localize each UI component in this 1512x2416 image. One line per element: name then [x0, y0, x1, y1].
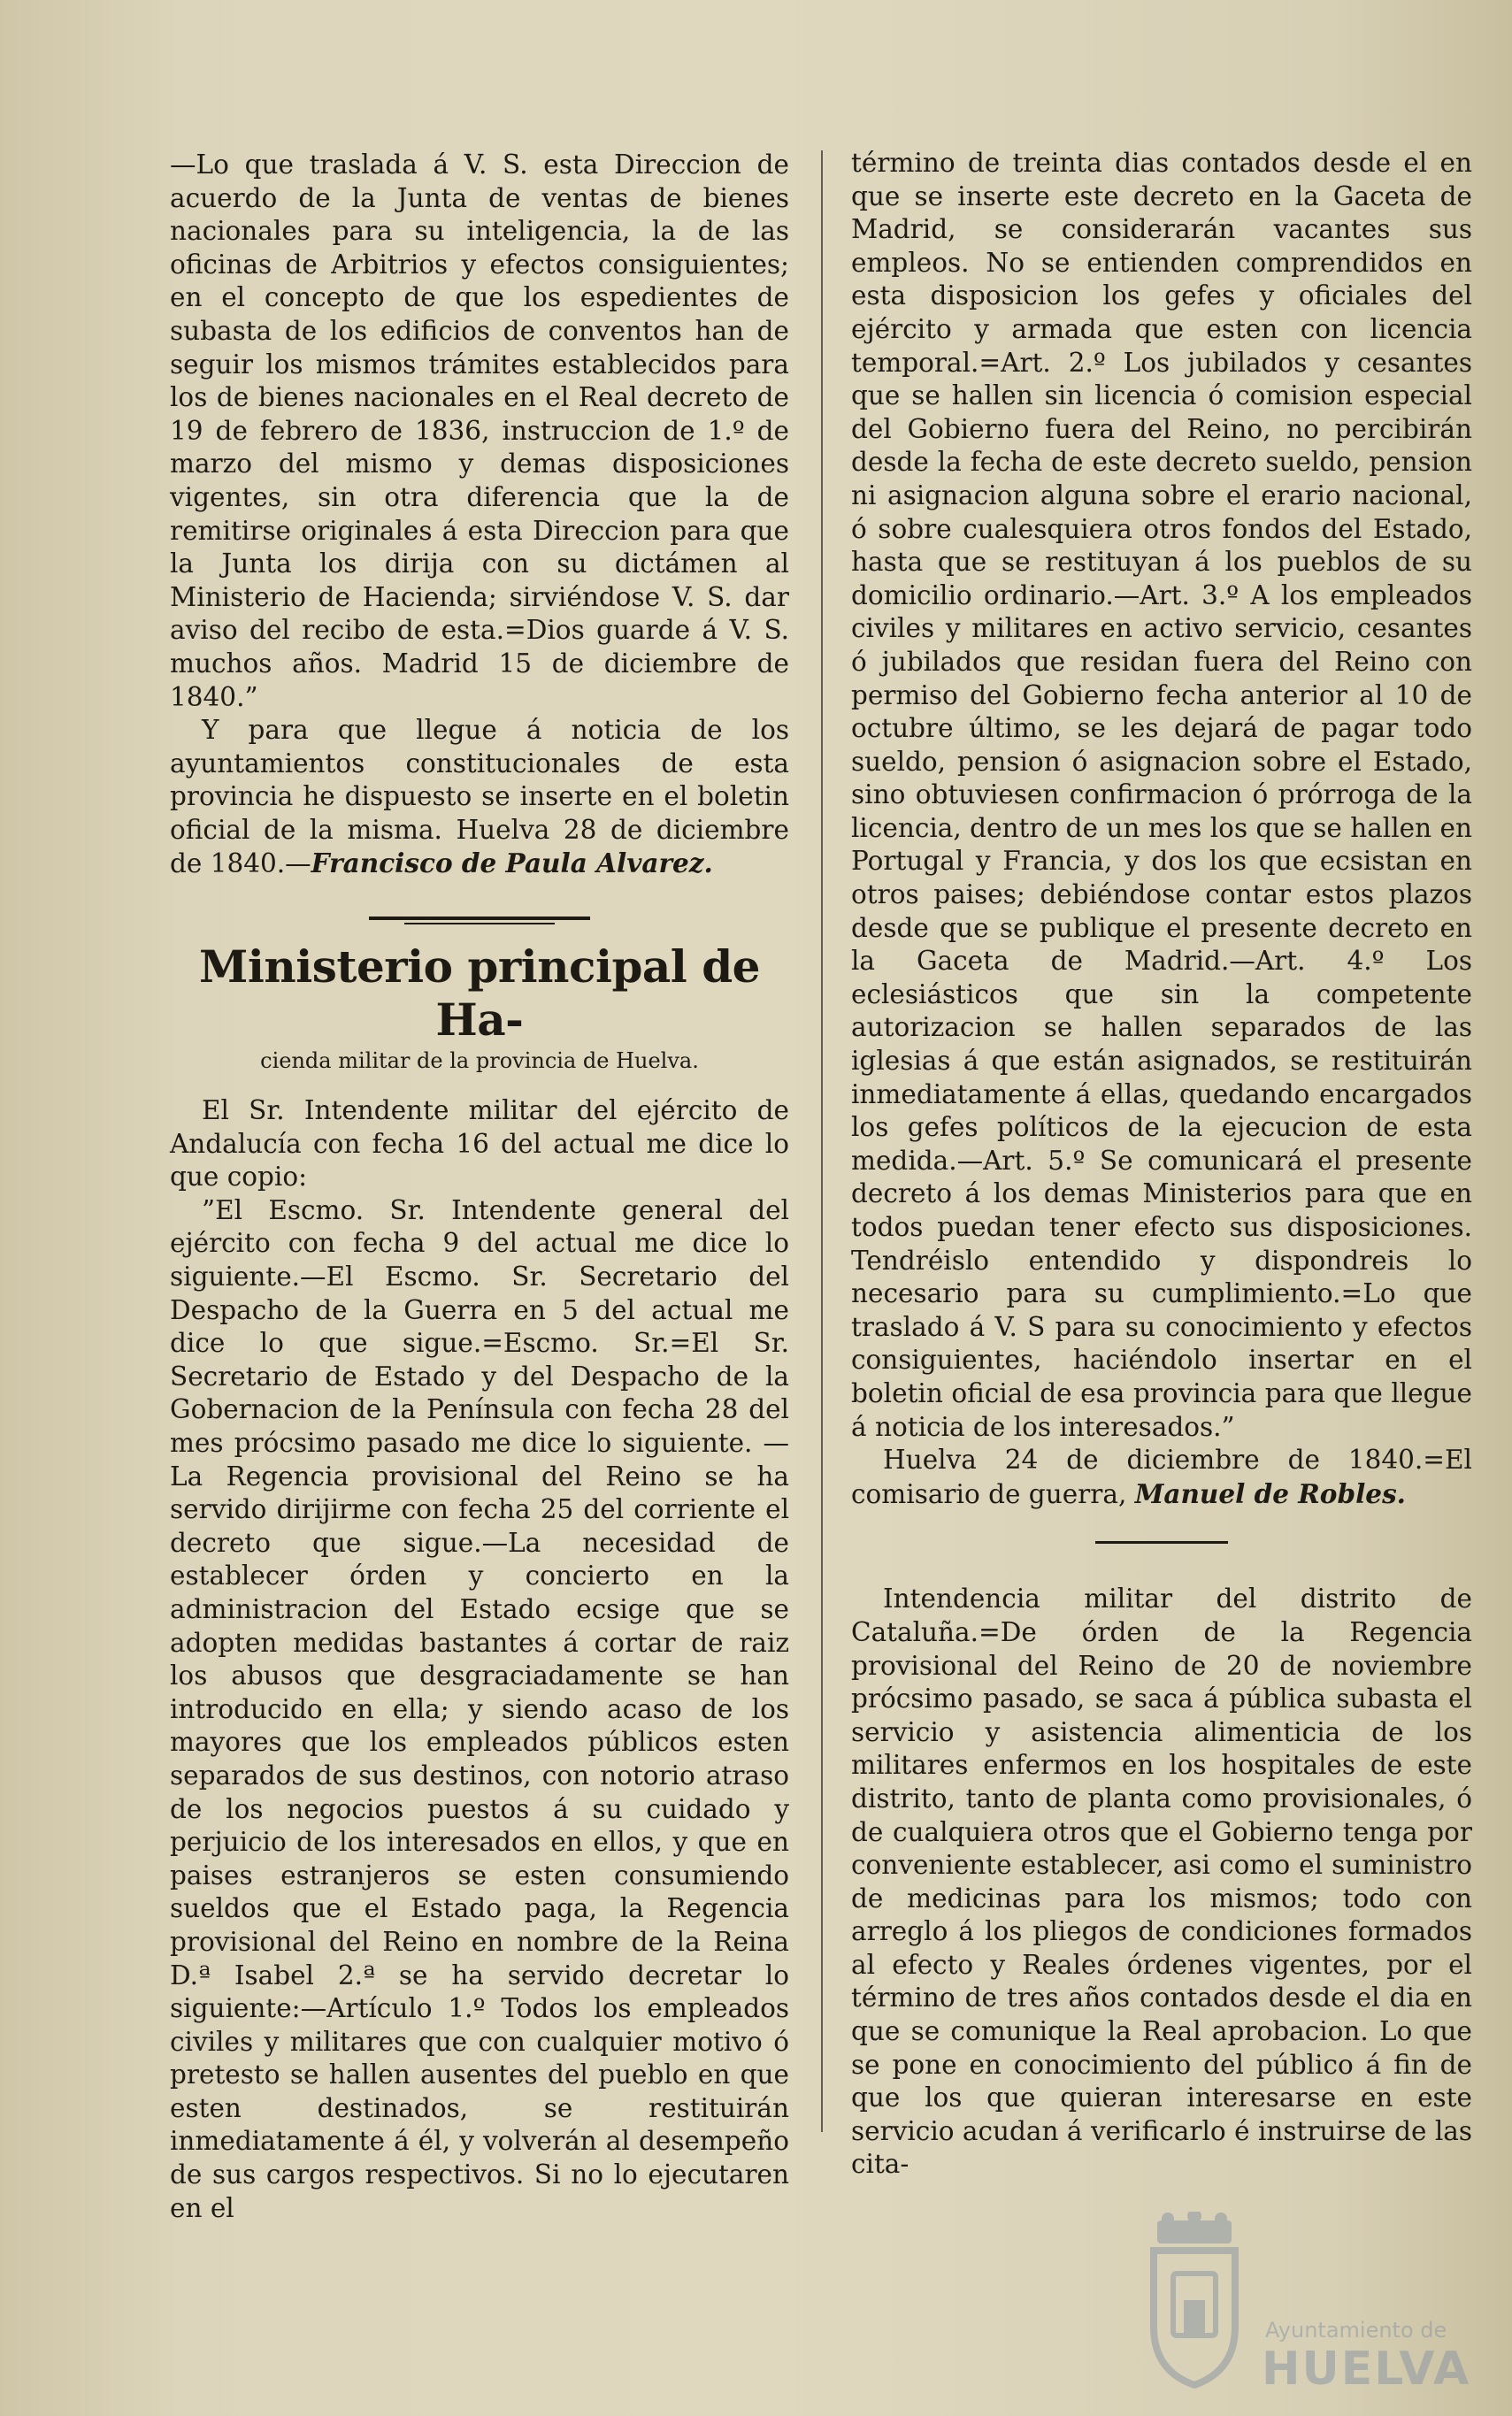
right-column: [851, 147, 1472, 2182]
watermark-line-2: HUELVA: [1262, 2343, 1471, 2396]
section-subheading: cienda militar de la provincia de Huelva.: [260, 1048, 699, 1074]
right-paragraph-1: término de treinta dias contados desde el en que se inserte este decreto en la Gaceta de Madrid, se considerarán vacantes sus empleos. No se entienden comprendidos en esta disposicion los gefes y oficiales del ejército y armada que esten con licencia temporal.=Art. 2.º Los jubilados y cesantes que se hallen sin licencia ó comision especial del Gobierno fuera del Reino, no percibirán desde la fecha de este decreto sueldo, pension ni asignacion alguna sobre el erario nacional, ó sobre cualesquiera otros fondos del Estado, hasta que se restituyan á los pueblos de su domicilio ordinario.—Art. 3.º A los empleados civiles y militares en activo servicio, cesantes ó jubilados que residan fuera del Reino con permiso del Gobierno fecha anterior al 10 de octubre último, se les dejará de pagar todo sueldo, pension ó asignacion sobre el Estado, sino obtuviesen confirmacion ó prórroga de la licencia, dentro de un mes los que se hallen en Portugal y Francia, y dos los que ecsistan en otros paises; debiéndose contar estos plazos desde que se publique el presente decreto en la Gaceta de Madrid.—Art. 4.º Los eclesiásticos que sin la competente autorizacion se hallen separados de las iglesias á que están asignados, se restituirán inmediatamente á ellas, quedando encargados los gefes políticos de la ejecucion de esta medida.—Art. 5.º Se comunicará el presente decreto á los demas Ministerios para que en todos puedan tener efecto sus disposiciones. Tendréislo entendido y dispondreis lo necesario para su cumplimiento.=Lo que traslado á V. S para su conocimiento y efectos consiguientes, haciéndolo insertar en el boletin oficial de esa provincia para que llegue á noticia de los interesados.”: [851, 148, 1472, 1442]
signature-alvarez: Francisco de Paula Alvarez.: [311, 848, 713, 879]
left-column: [170, 149, 789, 2225]
left-paragraph-4: ”El Escmo. Sr. Intendente general del ejército con fecha 9 del actual me dice lo siguiente.—El Escmo. Sr. Secretario del Despacho de la Guerra en 5 del actual me dice lo que sigue.=Escmo. Sr.=El Sr. Secretario de Estado y del Despacho de la Gobernacion de la Península con fecha 28 del mes prócsimo pasado me dice lo siguiente. —La Regencia provisional del Reino se ha servido dirijirme con fecha 25 del corriente el decreto que sigue.—La necesidad de establecer órden y concierto en la administracion del Estado ecsige que se adopten medidas bastantes á cortar de raiz los abusos que desgraciadamente se han introducido en ella; y siendo acaso de los mayores que los empleados públicos esten separados de sus destinos, con notorio atraso de los negocios puestos á su cuidado y perjuicio de los interesados en ellos, y que en paises estranjeros se esten consumiendo sueldos que el Estado paga, la Regencia provisional del Reino en nombre de la Reina D.ª Isabel 2.ª se ha servido decretar lo siguiente:—Artículo 1.º Todos los empleados civiles y militares que con cualquier motivo ó pretesto se hallen ausentes del pueblo en que esten destinados, se restituirán inmediatamente á él, y volverán al desempeño de sus cargos respectivos. Si no lo ejecutaren en el: [170, 1194, 789, 2223]
right-paragraph-2: [851, 1444, 1472, 1511]
left-paragraph-3: El Sr. Intendente militar del ejército de Andalucía con fecha 16 del actual me dice lo que copio:: [170, 1095, 789, 1193]
section-heading: Ministerio principal de Ha-: [199, 940, 760, 1047]
column-divider: [821, 150, 823, 2132]
right-paragraph-3: Intendencia militar del distrito de Cataluña.=De órden de la Regencia provisional del Reino de 20 de noviembre prócsimo pasado, se saca á pública subasta el servicio y asistencia alimenticia de los militares enfermos en los hospitales de este distrito, tanto de planta como provisionales, ó de cualquiera otros que el Gobierno tenga por conveniente establecer, asi como el suministro de medicinas para los mismos; todo con arreglo á los pliegos de condiciones formados al efecto y Reales órdenes vigentes, por el término de tres años contados desde el dia en que se comunique la Real aprobacion. Lo que se pone en conocimiento del público á fin de que los que quieran interesarse en este servicio acudan á verificarlo é instruirse de las cita-: [851, 1584, 1472, 2180]
left-paragraph-1: —Lo que traslada á V. S. esta Direccion de acuerdo de la Junta de ventas de bienes nacionales para su inteligencia, la de las oficinas de Arbitrios y efectos consiguientes; en el concepto de que los espedientes de subasta de los edificios de conventos han de seguir los mismos trámites establecidos para los de bienes nacionales en el Real decreto de 19 de febrero de 1836, instruccion de 1.º de marzo del mismo y demas disposiciones vigentes, sin otra diferencia que la de remitirse originales á esta Direccion para que la Junta los dirija con su dictámen al Ministerio de Hacienda; sirviéndose V. S. dar aviso del recibo de esta.=Dios guarde á V. S. muchos años. Madrid 15 de diciembre de 1840.”: [170, 150, 789, 712]
left-paragraph-2: [170, 714, 789, 881]
section-divider: [369, 917, 590, 924]
signature-robles: Manuel de Robles.: [1134, 1477, 1406, 1509]
short-divider: [1095, 1541, 1228, 1544]
watermark-line-1: Ayuntamiento de: [1265, 2318, 1447, 2343]
city-crest-icon: [1141, 2212, 1247, 2389]
left-paragraph-2-text: Y para que llegue á noticia de los ayuntamientos constitucionales de esta provincia he dispuesto se inserte en el boletin oficial de la misma. Huelva 28 de diciembre de 1840.—: [170, 715, 789, 879]
ayuntamiento-watermark: [1141, 2212, 1495, 2397]
right-paragraph-2-text: Huelva 24 de diciembre de 1840.=El comisario de guerra,: [851, 1445, 1472, 1509]
